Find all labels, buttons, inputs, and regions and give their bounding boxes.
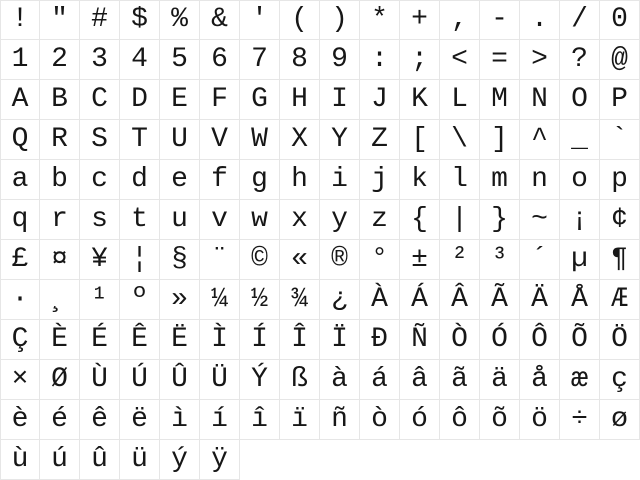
glyph-cell[interactable]: ¶ [600, 240, 640, 280]
glyph-cell[interactable]: x [280, 200, 320, 240]
glyph-cell[interactable]: C [80, 80, 120, 120]
glyph-cell[interactable]: ' [240, 0, 280, 40]
glyph-cell[interactable]: Î [280, 320, 320, 360]
glyph-cell[interactable]: S [80, 120, 120, 160]
glyph-cell[interactable]: å [520, 360, 560, 400]
glyph-cell[interactable]: Ý [240, 360, 280, 400]
glyph-cell[interactable]: ã [440, 360, 480, 400]
glyph-cell[interactable]: D [120, 80, 160, 120]
glyph-cell[interactable]: & [200, 0, 240, 40]
glyph-cell[interactable]: y [320, 200, 360, 240]
glyph-cell[interactable]: ¤ [40, 240, 80, 280]
glyph-cell[interactable]: ý [160, 440, 200, 480]
glyph-cell[interactable]: = [480, 40, 520, 80]
glyph-cell[interactable]: \ [440, 120, 480, 160]
glyph-cell[interactable]: ö [520, 400, 560, 440]
glyph-cell[interactable]: ÿ [200, 440, 240, 480]
glyph-cell[interactable]: î [240, 400, 280, 440]
glyph-cell[interactable]: B [40, 80, 80, 120]
glyph-cell[interactable]: u [160, 200, 200, 240]
glyph-cell[interactable]: ç [600, 360, 640, 400]
glyph-cell[interactable]: ¹ [80, 280, 120, 320]
grid-row [0, 200, 640, 240]
glyph-cell[interactable]: f [200, 160, 240, 200]
grid-row [0, 360, 640, 400]
grid-row [0, 320, 640, 360]
glyph-cell[interactable]: / [560, 0, 600, 40]
glyph-cell[interactable]: ( [280, 0, 320, 40]
glyph-cell[interactable]: p [600, 160, 640, 200]
glyph-cell[interactable]: 0 [600, 0, 640, 40]
glyph-cell[interactable]: K [400, 80, 440, 120]
glyph-cell[interactable]: 3 [80, 40, 120, 80]
glyph-cell[interactable]: ü [120, 440, 160, 480]
glyph-cell[interactable]: Æ [600, 280, 640, 320]
glyph-cell[interactable]: U [160, 120, 200, 160]
glyph-cell[interactable]: b [40, 160, 80, 200]
glyph-cell[interactable]: q [0, 200, 40, 240]
glyph-cell[interactable]: Ë [160, 320, 200, 360]
grid-row [0, 40, 640, 80]
glyph-cell[interactable]: # [80, 0, 120, 40]
glyph-cell[interactable]: Ã [480, 280, 520, 320]
glyph-cell[interactable]: À [360, 280, 400, 320]
glyph-cell[interactable]: ² [440, 240, 480, 280]
glyph-cell[interactable]: N [520, 80, 560, 120]
glyph-cell[interactable]: E [160, 80, 200, 120]
glyph-cell[interactable]: W [240, 120, 280, 160]
glyph-cell[interactable]: Ð [360, 320, 400, 360]
glyph-cell[interactable]: a [0, 160, 40, 200]
glyph-cell[interactable]: ó [400, 400, 440, 440]
glyph-cell[interactable]: Ñ [400, 320, 440, 360]
glyph-cell[interactable]: ô [440, 400, 480, 440]
glyph-cell[interactable]: · [0, 280, 40, 320]
glyph-cell[interactable]: G [240, 80, 280, 120]
glyph-cell[interactable]: é [40, 400, 80, 440]
glyph-cell[interactable]: Ì [200, 320, 240, 360]
glyph-cell[interactable]: s [80, 200, 120, 240]
glyph-cell[interactable]: ± [400, 240, 440, 280]
glyph-cell[interactable]: ¿ [320, 280, 360, 320]
grid-row [0, 440, 640, 480]
glyph-cell[interactable]: O [560, 80, 600, 120]
glyph-cell[interactable]: v [200, 200, 240, 240]
glyph-cell[interactable]: 4 [120, 40, 160, 80]
glyph-cell[interactable]: J [360, 80, 400, 120]
glyph-cell[interactable]: I [320, 80, 360, 120]
glyph-cell[interactable]: j [360, 160, 400, 200]
grid-row [0, 280, 640, 320]
glyph-cell[interactable]: m [480, 160, 520, 200]
glyph-cell[interactable]: è [0, 400, 40, 440]
glyph-cell[interactable]: + [400, 0, 440, 40]
glyph-cell[interactable]: Ü [200, 360, 240, 400]
glyph-cell[interactable]: ñ [320, 400, 360, 440]
glyph-cell[interactable]: ú [40, 440, 80, 480]
glyph-cell[interactable]: ; [400, 40, 440, 80]
glyph-cell[interactable]: g [240, 160, 280, 200]
glyph-cell[interactable]: * [360, 0, 400, 40]
glyph-cell[interactable]: ` [600, 120, 640, 160]
glyph-cell[interactable]: Á [400, 280, 440, 320]
glyph-cell[interactable]: © [240, 240, 280, 280]
glyph-cell[interactable]: Å [560, 280, 600, 320]
glyph-cell[interactable]: ò [360, 400, 400, 440]
glyph-cell[interactable]: ® [320, 240, 360, 280]
glyph-cell[interactable]: c [80, 160, 120, 200]
glyph-cell[interactable]: H [280, 80, 320, 120]
glyph-cell[interactable]: Ï [320, 320, 360, 360]
glyph-cell[interactable]: Õ [560, 320, 600, 360]
glyph-cell[interactable]: Ù [80, 360, 120, 400]
glyph-cell[interactable]: Â [440, 280, 480, 320]
glyph-cell[interactable]: - [480, 0, 520, 40]
glyph-cell[interactable]: û [80, 440, 120, 480]
glyph-cell[interactable]: ¾ [280, 280, 320, 320]
glyph-cell[interactable]: ï [280, 400, 320, 440]
glyph-cell[interactable]: l [440, 160, 480, 200]
glyph-cell[interactable]: ] [480, 120, 520, 160]
grid-row [0, 120, 640, 160]
grid-row [0, 80, 640, 120]
glyph-cell[interactable]: É [80, 320, 120, 360]
glyph-cell[interactable]: Q [0, 120, 40, 160]
glyph-cell[interactable]: à [320, 360, 360, 400]
glyph-cell[interactable]: ì [160, 400, 200, 440]
glyph-cell[interactable]: 6 [200, 40, 240, 80]
glyph-cell[interactable]: ä [480, 360, 520, 400]
glyph-cell[interactable]: õ [480, 400, 520, 440]
glyph-cell[interactable]: Y [320, 120, 360, 160]
glyph-cell[interactable]: » [160, 280, 200, 320]
glyph-cell[interactable]: ¥ [80, 240, 120, 280]
glyph-cell[interactable]: V [200, 120, 240, 160]
glyph-cell[interactable]: [ [400, 120, 440, 160]
glyph-cell[interactable]: | [440, 200, 480, 240]
glyph-cell[interactable]: ø [600, 400, 640, 440]
glyph-cell[interactable]: { [400, 200, 440, 240]
glyph-cell[interactable]: r [40, 200, 80, 240]
glyph-cell[interactable]: F [200, 80, 240, 120]
glyph-cell[interactable]: % [160, 0, 200, 40]
glyph-cell[interactable]: : [360, 40, 400, 80]
glyph-cell[interactable]: Ç [0, 320, 40, 360]
glyph-cell[interactable]: < [440, 40, 480, 80]
glyph-cell[interactable]: µ [560, 240, 600, 280]
glyph-cell[interactable]: A [0, 80, 40, 120]
glyph-cell[interactable]: ¦ [120, 240, 160, 280]
glyph-cell[interactable]: 5 [160, 40, 200, 80]
glyph-cell[interactable]: Ú [120, 360, 160, 400]
glyph-cell[interactable]: ¨ [200, 240, 240, 280]
glyph-cell[interactable]: 8 [280, 40, 320, 80]
glyph-cell[interactable]: Z [360, 120, 400, 160]
glyph-cell[interactable]: T [120, 120, 160, 160]
glyph-cell[interactable]: R [40, 120, 80, 160]
glyph-cell[interactable]: e [160, 160, 200, 200]
glyph-cell[interactable]: o [560, 160, 600, 200]
glyph-cell[interactable]: w [240, 200, 280, 240]
glyph-cell[interactable]: ë [120, 400, 160, 440]
glyph-cell[interactable]: ê [80, 400, 120, 440]
glyph-cell[interactable]: 1 [0, 40, 40, 80]
glyph-cell[interactable]: ^ [520, 120, 560, 160]
glyph-cell[interactable]: ¢ [600, 200, 640, 240]
glyph-cell[interactable]: i [320, 160, 360, 200]
glyph-cell[interactable]: ¸ [40, 280, 80, 320]
glyph-cell[interactable]: í [200, 400, 240, 440]
glyph-cell[interactable]: X [280, 120, 320, 160]
glyph-cell[interactable]: 7 [240, 40, 280, 80]
glyph-cell[interactable]: Ä [520, 280, 560, 320]
glyph-cell[interactable]: £ [0, 240, 40, 280]
glyph-cell[interactable]: . [520, 0, 560, 40]
glyph-cell[interactable]: > [520, 40, 560, 80]
glyph-cell[interactable]: ½ [240, 280, 280, 320]
glyph-cell[interactable]: æ [560, 360, 600, 400]
glyph-cell[interactable]: Ê [120, 320, 160, 360]
glyph-cell[interactable]: k [400, 160, 440, 200]
glyph-cell[interactable]: ! [0, 0, 40, 40]
glyph-cell[interactable]: $ [120, 0, 160, 40]
glyph-cell[interactable]: á [360, 360, 400, 400]
glyph-cell[interactable]: Ò [440, 320, 480, 360]
glyph-cell[interactable]: Ô [520, 320, 560, 360]
glyph-cell[interactable]: « [280, 240, 320, 280]
glyph-cell[interactable]: P [600, 80, 640, 120]
glyph-cell[interactable]: Ø [40, 360, 80, 400]
glyph-cell[interactable]: ³ [480, 240, 520, 280]
glyph-cell[interactable]: ? [560, 40, 600, 80]
glyph-cell[interactable]: L [440, 80, 480, 120]
glyph-cell[interactable]: d [120, 160, 160, 200]
glyph-cell[interactable]: × [0, 360, 40, 400]
glyph-cell[interactable]: ¼ [200, 280, 240, 320]
glyph-cell[interactable]: ´ [520, 240, 560, 280]
glyph-cell[interactable]: M [480, 80, 520, 120]
glyph-cell[interactable]: @ [600, 40, 640, 80]
glyph-cell[interactable]: } [480, 200, 520, 240]
glyph-cell[interactable]: Ö [600, 320, 640, 360]
glyph-cell[interactable]: ¡ [560, 200, 600, 240]
grid-row [0, 160, 640, 200]
glyph-cell[interactable]: Û [160, 360, 200, 400]
grid-row [0, 240, 640, 280]
glyph-cell[interactable]: h [280, 160, 320, 200]
glyph-cell[interactable]: 9 [320, 40, 360, 80]
glyph-cell[interactable]: â [400, 360, 440, 400]
glyph-cell[interactable]: z [360, 200, 400, 240]
glyph-cell[interactable]: ß [280, 360, 320, 400]
glyph-cell[interactable]: ) [320, 0, 360, 40]
glyph-cell[interactable]: § [160, 240, 200, 280]
grid-row [0, 400, 640, 440]
glyph-cell[interactable]: ~ [520, 200, 560, 240]
glyph-cell[interactable]: ù [0, 440, 40, 480]
glyph-cell[interactable]: Í [240, 320, 280, 360]
glyph-cell[interactable]: 2 [40, 40, 80, 80]
glyph-cell[interactable]: " [40, 0, 80, 40]
glyph-cell[interactable]: n [520, 160, 560, 200]
glyph-cell[interactable]: , [440, 0, 480, 40]
glyph-cell[interactable]: ° [360, 240, 400, 280]
glyph-cell[interactable]: _ [560, 120, 600, 160]
glyph-cell[interactable]: Ó [480, 320, 520, 360]
glyph-cell[interactable]: ÷ [560, 400, 600, 440]
grid-row [0, 0, 640, 40]
glyph-cell[interactable]: È [40, 320, 80, 360]
glyph-cell[interactable]: º [120, 280, 160, 320]
glyph-cell[interactable]: t [120, 200, 160, 240]
